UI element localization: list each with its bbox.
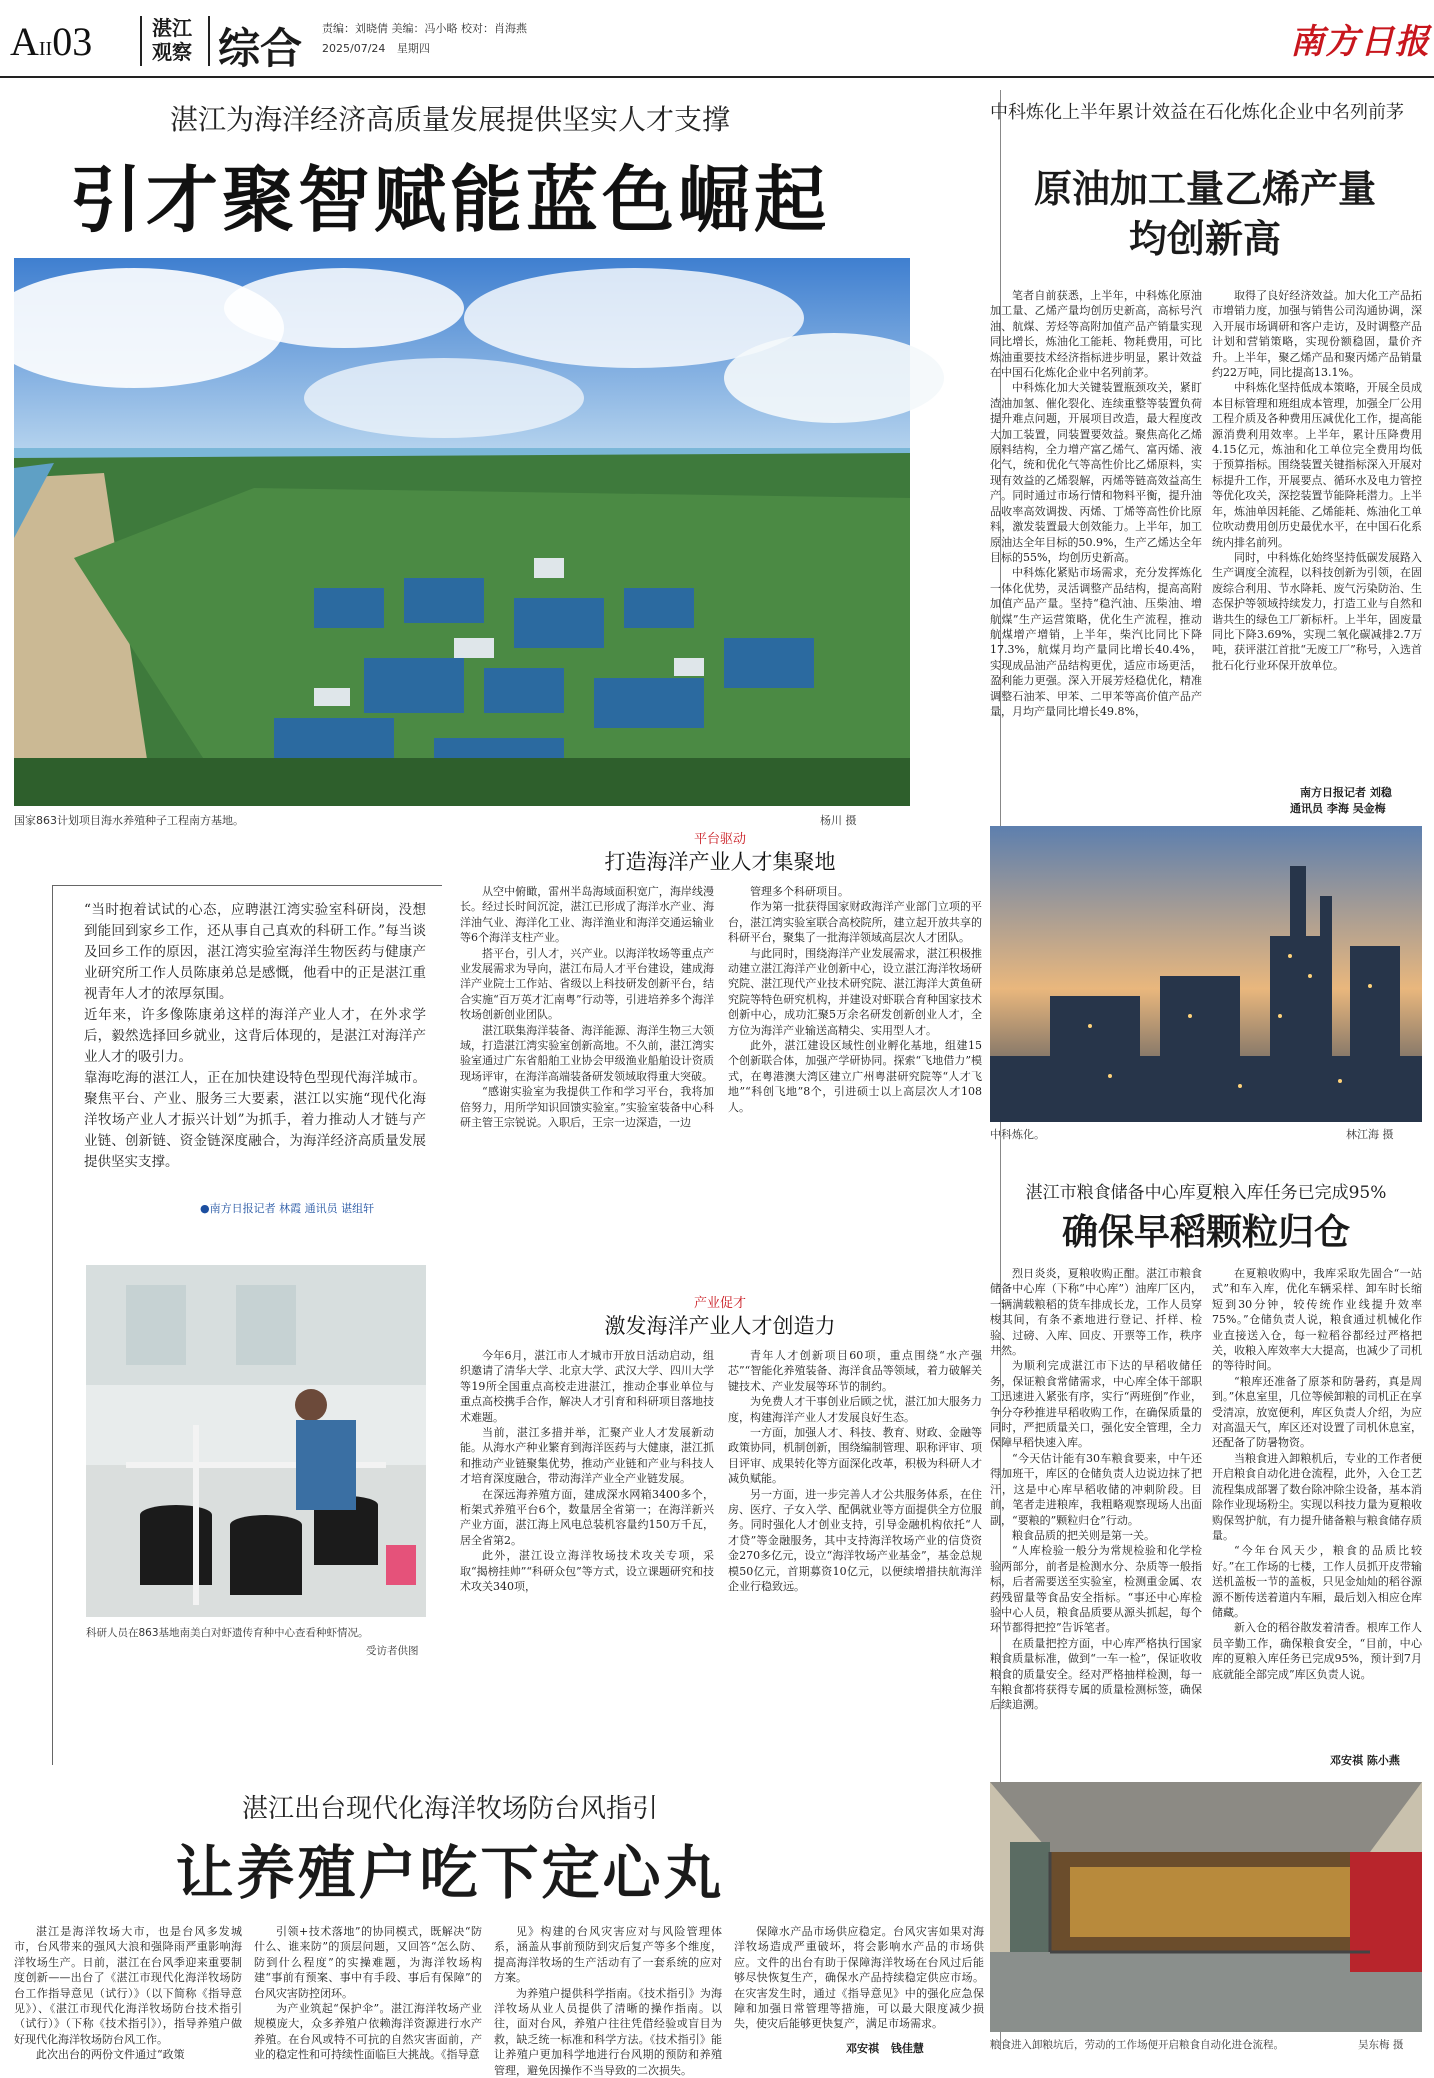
paragraph: 一方面，加强人才、科技、教育、财政、金融等政策协同，机制创新，围绕编制管理、职称评审、项目评审、成果转化等方面深化改革，积极为科研人才减负赋能。 [728,1426,982,1486]
paragraph: 此外，湛江建设区域性创业孵化基地，组建15个创新联合体，加强产学研协同。探索“飞地借力”模式，在粤港澳大湾区建立广州粤湛研究院等“人才飞地”“科创飞地”8个，引进硕士以上高层次人才108人。 [728,1039,982,1114]
section-city: 湛江 [152,16,192,40]
paragraph: 为产业筑起“保护伞”。湛江海洋牧场产业规模庞大，众多养殖户依赖海洋资源进行水产养殖。在台风或特不可抗的自然灾害面前，产业的稳定性和可持续性面临巨大挑战。《指导意 [254,2002,482,2062]
grain-kicker: 湛江市粮食储备中心库夏粮入库任务已完成95% [1025,1183,1387,1203]
paragraph: 为免费人才干事创业后顾之忧，湛江加大服务力度，构建海洋产业人才发展良好生态。 [728,1395,982,1424]
paragraph: “今年台风天少，粮食的品质比较好。”在工作场的七楼，工作人员抓开皮带输送机盖板一节的盖板，只见金灿灿的稻谷源源不断传送着道内车厢，最后划入相应仓库储藏。 [1212,1544,1422,1619]
paragraph: 引领+技术落地”的协同模式，既解决“防什么、谁来防”的顶层问题，又回答“怎么防、防到什么程度”的实操难题，为海洋牧场构建“事前有预案、事中有手段、事后有保障”的台风灾害防控闭环。 [254,1925,482,2000]
petrochem-byline-1: 南方日报记者 刘稳 [1300,786,1392,799]
typhoon-title: 让养殖户吃下定心丸 [175,1839,725,1907]
granary-photo [990,1782,1422,2032]
paragraph: 此外，湛江设立海洋牧场技术攻关专项，采取“揭榜挂帅”“科研众包”等方式，设立课题研究和技术攻关340项， [460,1549,714,1594]
lead-byline: ●南方日报记者 林霞 通讯员 谌组轩 [200,1202,375,1215]
paragraph: 今年6月，湛江市人才城市开放日活动启动，组织邀请了清华大学、北京大学、武汉大学、四川大学等19所全国重点高校走进湛江，推动企事业单位与重点高校携手合作，解决人才引育和科研项目落地技术难题。 [460,1349,714,1424]
typhoon-col1 [14,1924,242,2062]
paragraph: 同时，中科炼化始终坚持低碳发展路入生产调度全流程，以科技创新为引领，在固废综合利用、节水降耗、废气污染防治、生态保护等领域持续发力，打造工业与自然和谐共生的绿色工厂新标杆。上半年，固废量同比下降3.69%，实现二氧化碳减排2.7万吨，获评湛江首批“无废工厂”称号，入选首批石化行业环保开放单位。 [1212,550,1422,672]
paragraph: 在深远海养殖方面，建成深水网箱3400多个，桁架式养殖平台6个，数量居全省第一；在海洋新兴产业方面，湛江海上风电总装机容量约150万千瓦，居全省第2。 [460,1487,714,1547]
paragraph: “人库检验一般分为常规检验和化学检验两部分，前者是检测水分、杂质等一般指标，后者需要送至实验室，检测重金属、农药残留量等食品安全指标。“事还中心库检验中心人员，粮食品质要从源头抓起，每个环节都得把控”告诉笔者。 [990,1544,1202,1635]
section1-col1 [460,884,714,1277]
paragraph: 在质量把控方面，中心库严格执行国家粮食质量标准，做到“一车一检”，保证收收粮食的质量安全。经对严格抽样检测，每一车粮食都将获得专属的质量检测标签，确保后续追溯。 [990,1636,1202,1712]
paragraph: “今天估计能有30车粮食要来，中午还得加班干，库区的仓储负责人边说边抹了把汗，这是中心库早稻收储的冲刺阶段。目前，笔者走进粮库，我粗略观察现场人出面副，“要粮的”颗粒归仓”行动。 [990,1451,1202,1527]
petrochem-col2 [1212,288,1422,768]
lead-photo-credit: 杨川 摄 [820,814,857,827]
section1-title: 打造海洋产业人才集聚地 [604,850,836,874]
paragraph: 见》构建的台风灾害应对与风险管理体系，涵盖从事前预防到灾后复产等多个维度，提高海洋牧场的生产活动有了一套系统的应对方案。 [494,1925,722,1985]
grain-col1 [990,1266,1202,1771]
paragraph: 为顺利完成湛江市下达的早稻收储任务，保证粮食常储需求，中心库全体干部职工迅速进入紧张有序，实行“两班倒”作业，争分夺秒推进早稻收购工作，在确保质量的同时，严把质量关口，强化安全管理，全力保障早稻快速入库。 [990,1359,1202,1450]
paragraph: 中科炼化坚持低成本策略，开展全员成本目标管理和班组成本管理，加强全厂公用工程介质及各种费用压减优化工作，提高能源消费利用效率。上半年，累计压降费用4.15亿元，炼油和化工单位完全费用均低于预算指标。围绕装置关键指标深入开展对标提升工作，开展要点、循环水及电力管控等优化攻关，深挖装置节能降耗潜力。上半年，炼油单因耗能、乙烯能耗、炼油化工单位吹动费用创历史最优水平，在中国石化系统内排名前列。 [1212,381,1422,549]
lab-image [86,1265,426,1617]
granary-caption: 粮食进入卸粮坑后，劳动的工作场便开启粮食自动化进仓流程。 [990,2039,1284,2051]
paragraph: 湛江联集海洋装备、海洋能源、海洋生物三大领域，打造湛江湾实验室创新高地。不久前，湛江湾实验室通过广东省船舶工业协会甲级渔业船舶设计资质现场评审，在海洋高端装备研发领域取得重大突破。 [460,1023,714,1083]
paragraph: 烈日炎炎，夏粮收购正酣。湛江市粮食储备中心库（下称“中心库”）油库厂区内，一辆满载粮稻的货车排成长龙，工作人员穿梭其间，有条不紊地进行登记、扦样、检验、过磅、入库、回皮、开票等工作，秩序井然。 [990,1267,1202,1358]
paragraph: 当前，湛江多措并举，汇聚产业人才发展新动能。从海水产种业繁育到海洋医药与大健康，湛江抓和推动产业链聚集优势，推动产业链和产业与科技人才培育深度融合，带动海洋产业全产业链发展。 [460,1426,714,1486]
paragraph: 中科炼化紧贴市场需求，充分发挥炼化一体化优势，灵活调整产品结构，提高高附加值产品产量。坚持“稳汽油、压柴油、增航煤”生产运营策略，优化生产流程，推动航煤增产增销，上半年，柴汽比同比下降17.3%，航煤月均产量同比增长40.4%，实现成品油产品结构更优，适应市场更活，盈利能力更强。深入开展芳烃稳优化，精准调整石油苯、甲苯、二甲苯等高价值产品产量，月均产量同比增长49.8%， [990,566,1202,718]
masthead-logo: 南方日报 [1290,22,1430,62]
paragraph: 新入仓的稻谷散发着清香。根库工作人员辛勤工作，确保粮食安全，“目前，中心库的夏粮入库任务已完成95%，预计到7月底就能全部完成”库区负责人说。 [1212,1621,1422,1681]
paragraph: “感谢实验室为我提供工作和学习平台，我将加倍努力，用所学知识回馈实验室。”实验室装备中心科研主管王宗锐说。入职后，王宗一边深造，一边 [460,1085,714,1130]
grain-byline: 邓安祺 陈小燕 [1330,1754,1400,1767]
issue-weekday: 星期四 [396,42,430,55]
intro-text [84,900,426,1173]
section-name: 综合 [218,24,303,73]
refinery-caption: 中科炼化。 [990,1128,1045,1141]
petrochem-col1 [990,288,1202,814]
page-sub: II [38,38,53,60]
typhoon-kicker: 湛江出台现代化海洋牧场防台风指引 [241,1794,658,1824]
typhoon-byline-1: 邓安祺 [846,2042,879,2055]
lead-photo-caption: 国家863计划项目海水养殖种子工程南方基地。 [14,814,244,827]
paragraph: 青年人才创新项目60项，重点围绕“水产强芯”“智能化养殖装备、海洋食品等领域，着力破解关键技术、产业发展等环节的制约。 [728,1349,982,1393]
paragraph: 作为第一批获得国家财政海洋产业部门立项的平台，湛江湾实验室联合高校院所，建立起开放共享的科研平台，聚集了一批海洋领域高层次人才团队。 [728,900,982,945]
issue-date: 2025/07/24 [322,42,386,55]
section-view: 观察 [152,40,192,64]
paragraph: 与此同时，围绕海洋产业发展需求，湛江积极推动建立湛江海洋产业创新中心，设立湛江海洋牧场研究院、湛江现代产业技术研究院、湛江海洋大黄鱼研究院等特色研究机构，并建设对虾联合育种国家技术创新中心，成功汇聚5万余名研发创新创业人才，全方位为海洋产业输送高精尖、实用型人才。 [728,946,982,1037]
paragraph: 从空中俯瞰，雷州半岛海域面积宽广，海岸线漫长。经过长时间沉淀，湛江已形成了海洋水产业、海洋油气业、海洋化工业、海洋渔业和海洋交通运输业等6个海洋支柱产业。 [460,885,714,945]
paragraph: 保障水产品市场供应稳定。台风灾害如果对海洋牧场造成严重破坏，将会影响水产品的市场供应。文件的出台有助于保障海洋牧场在台风过后能够尽快恢复生产，确保水产品持续稳定供应市场。在灾害发生时，通过《指导意见》中的强化应急保障和加强日常管理等措施，可以最大限度减少损失，使灾后能够更快复产，满足市场需求。 [734,1925,984,2031]
paragraph: 此次出台的两份文件通过“政策 [36,2048,185,2062]
section2-title: 激发海洋产业人才创造力 [604,1314,836,1338]
paragraph: 取得了良好经济效益。加大化工产品拓市增销力度，加强与销售公司沟通协调，深入开展市场调研和客户走访，及时调整产品计划和营销策略，实现份额稳固，量价齐升。上半年，聚乙烯产品和聚丙烯产品销量约22万吨，同比提高13.1%。 [1212,289,1422,380]
refinery-image [990,826,1422,1122]
granary-image [990,1782,1422,2032]
paragraph: 在夏粮收购中，我库采取先固合“一站式”和车入库，优化车辆采样、卸车时长缩短到30分钟，较传统作业线提升效率75%。”仓储负责人说，粮食通过机械化作业直接送入仓，每一粒稻谷都经过严格把关，收粮入库效率大大提高，也减少了司机的等待时间。 [1212,1267,1422,1373]
intro-body [84,900,426,1173]
section1-kicker: 平台驱动 [693,832,746,847]
section2-col2 [728,1348,982,1768]
lab-photo-credit: 受访者供图 [366,1645,419,1657]
editor-credits: 责编：刘晓倩 美编：冯小略 校对：肖海燕 [322,22,527,35]
grain-title: 确保早稻颗粒归仓 [1061,1211,1350,1253]
paragraph: 为养殖户提供科学指南。《技术指引》为海洋牧场从业人员提供了清晰的操作指南。以往，面对台风，养殖户往往凭借经验或盲目为救，缺乏统一标准和科学方法。《技术指引》能让养殖户更加科学地进行台风期的预防和养殖管理，避免因操作不当导致的二次损失。 [494,1986,722,2077]
petrochem-title-1: 原油加工量乙烯产量 [1033,166,1376,211]
coastal-aerial-image [14,258,910,806]
lead-kicker: 湛江为海洋经济高质量发展提供坚实人才支撑 [169,103,730,136]
paragraph: 湛江是海洋牧场大市，也是台风多发城市，台风带来的强风大浪和强降雨严重影响海洋牧场生产。日前，湛江在台风季迎来重要制度创新——出台了《湛江市现代化海洋牧场防台工作指导意见（试行）》（以下简称《指导意见》）、《湛江市现代化海洋牧场防台技术指引（试行）》（下称《技术指引》），指导养殖户做好现代化海洋牧场防台风工作。 [14,1925,242,2046]
paragraph: 另一方面，进一步完善人才公共服务体系，在住房、医疗、子女入学、配偶就业等方面提供全方位服务。同时强化人才创业支持，引导金融机构依托“人才贷”等金融服务，其中支持海洋牧场产业的信贷资金270多亿元，设立“海洋牧场产业基金”，基金总规模50亿元，首期募资10亿元，以便续增措扶航海洋企业行稳致远。 [728,1487,982,1594]
paragraph: 近年来，许多像陈康弟这样的海洋产业人才，在外求学后，毅然选择回乡就业，这背后体现的，是湛江对海洋产业人才的吸引力。 [84,1007,426,1065]
lab-photo [86,1265,426,1617]
refinery-photo [990,826,1422,1122]
lead-photo [14,258,910,806]
grain-col2 [1212,1266,1422,1750]
page-number: 03 [52,19,93,64]
page-code: A [10,19,39,64]
paragraph: 管理多个科研项目。 [750,885,849,898]
petrochem-byline-2: 通讯员 李海 吴金梅 [1290,802,1386,815]
typhoon-col4 [734,1924,984,2042]
typhoon-byline-2: 钱佳慧 [890,2042,924,2055]
paragraph: 中科炼化加大关键装置瓶颈攻关，紧盯渣油加氢、催化裂化、连续重整等装置负荷提升难点问题，开展项目改造，最大程度改大加工装置，同装置要效益。聚焦高化乙烯原料结构，全力增产富乙烯气、富丙烯、液化气，统和优化气等高性价比乙烯原料，实现有效益的乙烯裂解，丙烯等链高效益高生产。同时通过市场行情和物料平衡，提升油品收率高效调拨、丙烯、丁烯等高性价比原料，激发装置最大创效能力。上半年，加工原油达全年目标的50.9%，生产乙烯达全年目标的55%，均创历史新高。 [990,381,1202,564]
paragraph: 笔者自前获悉，上半年，中科炼化原油加工量、乙烯产量均创历史新高，高标号汽油、航煤、芳烃等高附加值产品产销量实现同比增长，炼油化工能耗、物耗费用，可比炼油重要技术经济指标进步明显，累计效益在中国石化炼化企业中名列前茅。 [990,289,1202,380]
lead-headline: 引才聚智赋能蓝色崛起 [69,157,830,242]
refinery-credit: 林江海 摄 [1346,1128,1394,1141]
lab-photo-caption: 科研人员在863基地南美白对虾遗传育种中心查看种虾情况。 [86,1627,369,1639]
granary-credit: 吴东梅 摄 [1358,2039,1404,2051]
paragraph: 靠海吃海的湛江人，正在加快建设特色型现代海洋城市。聚焦平台、产业、服务三大要素，湛江以实施“现代化海洋牧场产业人才振兴计划”为抓手，着力推动人才链与产业链、创新链、资金链深度融合，为海洋经济高质量发展提供坚实支撑。 [84,1070,426,1170]
typhoon-col3 [494,1924,722,2077]
section2-col1 [460,1348,714,1768]
paragraph: 粮食品质的把关则是第一关。 [1012,1528,1155,1542]
section1-col2 [728,884,982,1277]
typhoon-col2 [254,1924,482,2062]
section2-kicker: 产业促才 [693,1296,746,1311]
paragraph: “当时抱着试试的心态，应聘湛江湾实验室科研岗，没想到能回到家乡工作，还从事自己真欢的科研工作。”每当谈及回乡工作的原因，湛江湾实验室海洋生物医药与健康产业研究所工作人员陈康弟总是感慨，他看中的正是湛江重视青年人才的浓厚氛围。 [84,902,426,1002]
paragraph: “粮库还准备了原茶和防暑药，真是周到。”休息室里，几位等候卸粮的司机正在享受清凉，放宽便利，库区负责人介绍，为应对高温天气，库区还对设置了司机休息室，还配备了防暑物资。 [1212,1374,1422,1450]
paragraph: 当粮食进入卸粮机后，专业的工作者便开启粮食自动化进仓流程，此外，入仓工艺流程集成部署了数台除冲除尘设备，基本消除作业现场粉尘。实现以科技力量为夏粮收购保驾护航，有力提升储备粮与粮食储存质量。 [1212,1451,1422,1542]
petrochem-title-2: 均创新高 [1128,216,1281,261]
page-header [0,0,1434,80]
petrochem-kicker: 中科炼化上半年累计效益在石化炼化企业中名列前茅 [990,102,1404,123]
paragraph: 搭平台，引人才，兴产业。以海洋牧场等重点产业发展需求为导向，湛江布局人才平台建设，建成海洋产业院士工作站、省级以上科技研发创新平台，结合实施“百万英才汇南粤”行动等，引进培养多个海洋牧场创新创业团队。 [460,946,714,1022]
